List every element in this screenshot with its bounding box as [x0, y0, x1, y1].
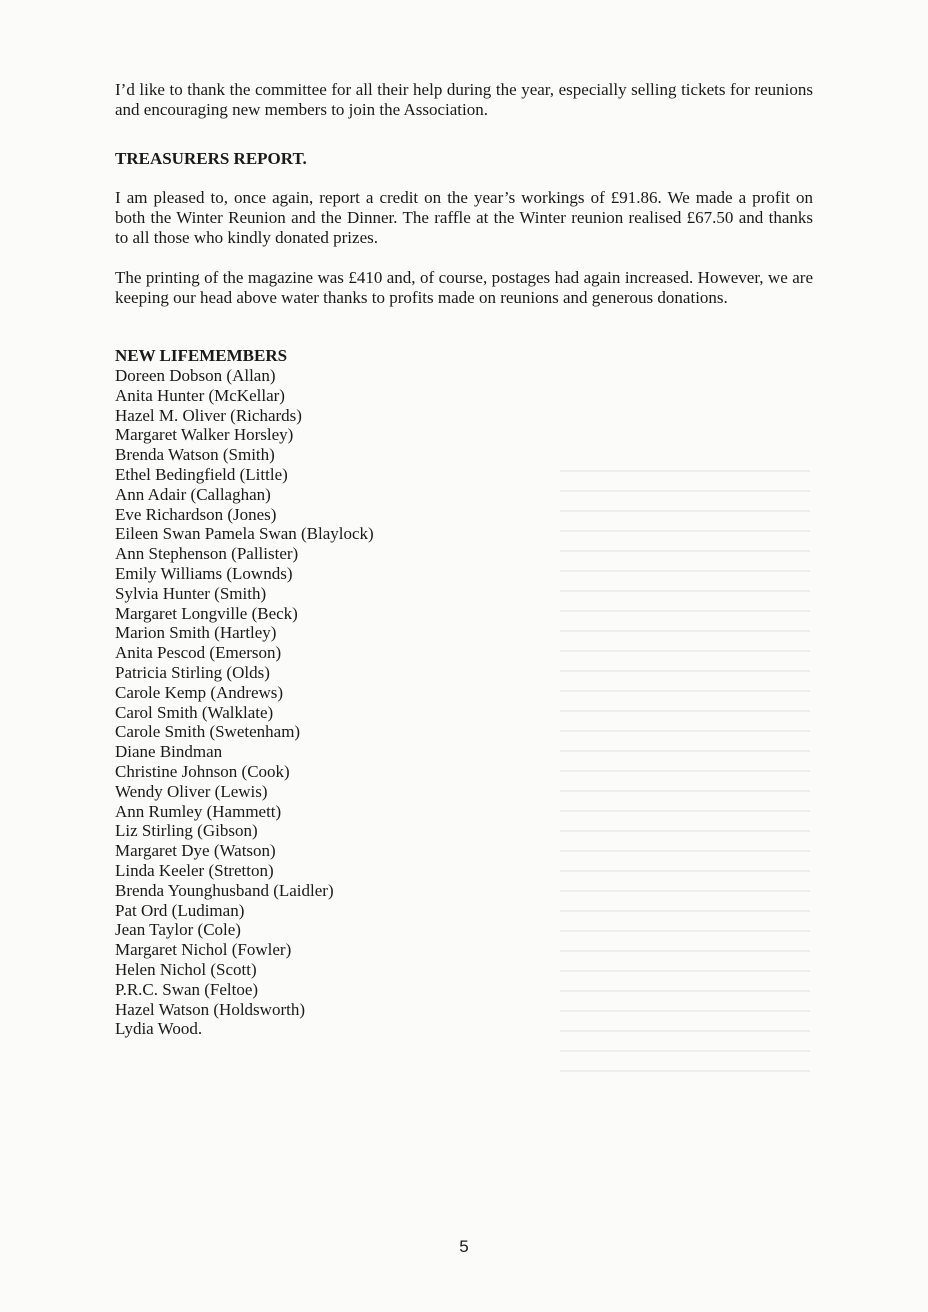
lifemember-name: Hazel Watson (Holdsworth)	[115, 999, 305, 1019]
lifemember-name: Eve Richardson (Jones)	[115, 504, 277, 524]
lifemember-name: Anita Hunter (McKellar)	[115, 385, 285, 405]
lifemember-name: Eileen Swan Pamela Swan (Blaylock)	[115, 524, 374, 544]
lifemember-name: Hazel M. Oliver (Richards)	[115, 405, 302, 425]
lifemember-name: Marion Smith (Hartley)	[115, 623, 277, 643]
lifemember-name: Ann Stephenson (Pallister)	[115, 544, 299, 564]
page-content	[115, 80, 813, 1039]
lifemember-name: Diane Bindman	[115, 742, 223, 762]
lifemember-name: Margaret Longville (Beck)	[115, 603, 298, 623]
treasurer-paragraph-1: I am pleased to, once again, report a credit on the year’s workings of £91.86. We made a profit on both the Winter Reunion and the Dinner. The raffle at the Winter reunion realised £67.50 and thanks to all those who kindly donated prizes.	[115, 188, 813, 247]
page-number: 5	[459, 1237, 469, 1256]
lifemember-name: Carole Kemp (Andrews)	[115, 682, 284, 702]
new-lifemembers-heading: NEW LIFEMEMBERS	[115, 346, 288, 365]
lifemember-name: Patricia Stirling (Olds)	[115, 662, 270, 682]
lifemember-name: Helen Nichol (Scott)	[115, 959, 257, 979]
lifemember-name: Christine Johnson (Cook)	[115, 761, 290, 781]
lifemember-name: Lydia Wood.	[115, 1019, 203, 1039]
lifemember-name: Anita Pescod (Emerson)	[115, 643, 282, 663]
lifemember-name: Carol Smith (Walklate)	[115, 702, 274, 722]
lifemember-name: Margaret Nichol (Fowler)	[115, 940, 292, 960]
treasurers-report-heading: TREASURERS REPORT.	[115, 149, 307, 168]
thanks-paragraph: I’d like to thank the committee for all their help during the year, especially selling tickets for reunions and encouraging new members to join the Association.	[115, 80, 813, 119]
treasurer-paragraph-2: The printing of the magazine was £410 and, of course, postages had again increased. However, we are keeping our head above water thanks to profits made on reunions and generous donations.	[115, 268, 813, 307]
lifemember-name: Ann Rumley (Hammett)	[115, 801, 282, 821]
lifemember-name: Doreen Dobson (Allan)	[115, 366, 276, 385]
lifemember-name: Brenda Younghusband (Laidler)	[115, 880, 334, 900]
lifemember-name: Liz Stirling (Gibson)	[115, 821, 258, 841]
lifemember-name: Pat Ord (Ludiman)	[115, 900, 245, 920]
lifemember-name: P.R.C. Swan (Feltoe)	[115, 979, 259, 999]
lifemember-name: Margaret Walker Horsley)	[115, 425, 294, 445]
lifemember-name: Carole Smith (Swetenham)	[115, 722, 301, 742]
lifemember-name: Brenda Watson (Smith)	[115, 445, 275, 465]
lifemembers-list	[115, 366, 813, 1039]
lifemember-name: Ethel Bedingfield (Little)	[115, 464, 288, 484]
lifemember-name: Wendy Oliver (Lewis)	[115, 781, 268, 801]
lifemember-name: Linda Keeler (Stretton)	[115, 860, 274, 880]
lifemember-name: Ann Adair (Callaghan)	[115, 484, 271, 504]
lifemember-name: Margaret Dye (Watson)	[115, 841, 276, 861]
lifemember-name: Sylvia Hunter (Smith)	[115, 583, 267, 603]
lifemember-name: Jean Taylor (Cole)	[115, 920, 241, 940]
lifemember-name: Emily Williams (Lownds)	[115, 563, 293, 583]
